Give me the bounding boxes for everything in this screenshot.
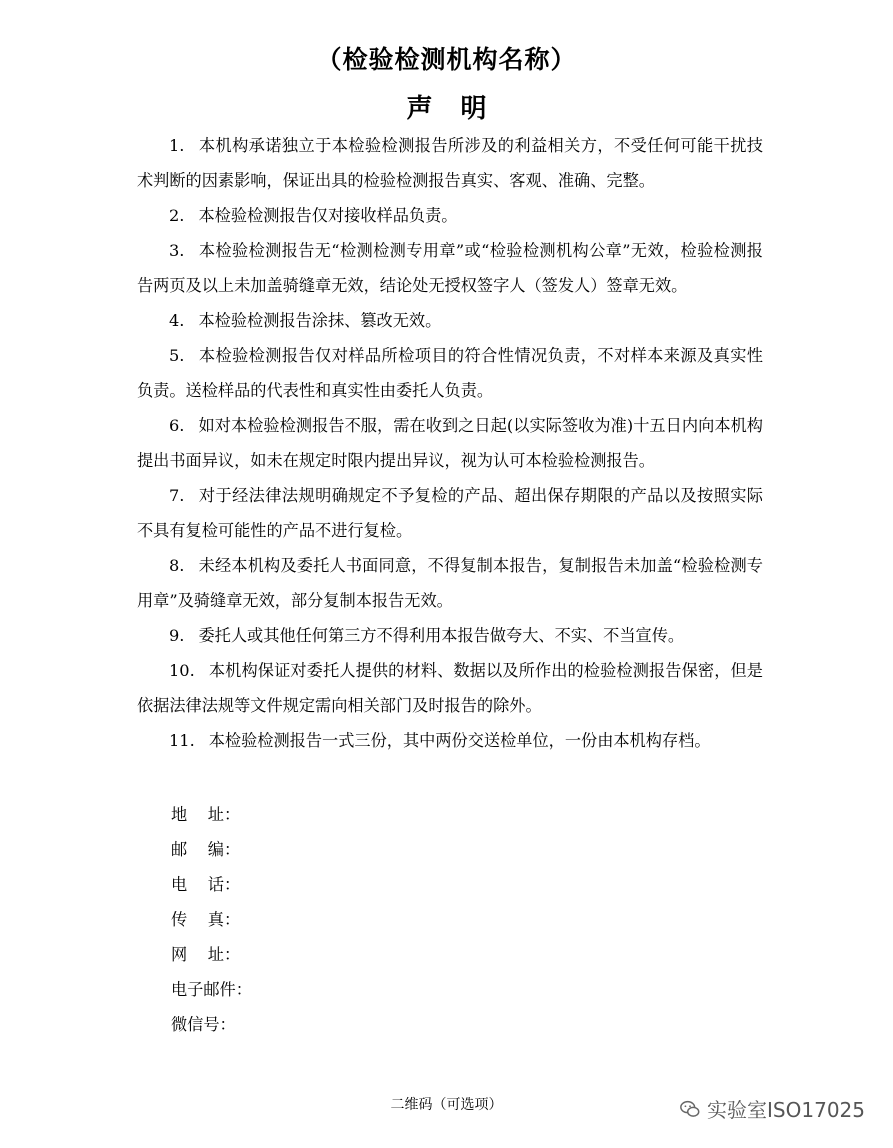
declaration-item <box>137 128 763 198</box>
item-text: 本机构保证对委托人提供的材料、数据以及所作出的检验检测报告保密，但是依据法律法规等文件规定需向相关部门及时报告的除外。 <box>137 661 763 715</box>
contact-info-list <box>171 797 252 1042</box>
contact-email-label: 电子邮件： <box>171 980 252 999</box>
contact-fax-label: 传 真： <box>171 910 241 929</box>
watermark <box>679 1094 865 1123</box>
item-number: 9. <box>169 626 185 645</box>
declaration-item <box>137 233 763 303</box>
declaration-list <box>137 128 763 758</box>
declaration-item <box>137 338 763 408</box>
contact-website-label: 网 址： <box>171 945 241 964</box>
declaration-item <box>137 198 763 233</box>
declaration-title: 声明 <box>406 94 515 124</box>
declaration-item <box>137 548 763 618</box>
contact-postcode-label: 邮 编： <box>171 840 241 859</box>
item-text: 本检验检测报告仅对样品所检项目的符合性情况负责，不对样本来源及真实性负责。送检样品的代表性和真实性由委托人负责。 <box>137 346 763 400</box>
item-number: 11. <box>169 731 195 750</box>
org-name-title: （检验检测机构名称） <box>316 45 577 74</box>
item-number: 4. <box>169 311 185 330</box>
item-text: 对于经法律法规明确规定不予复检的产品、超出保存期限的产品以及按照实际不具有复检可能性的产品不进行复检。 <box>137 486 763 540</box>
item-number: 1. <box>169 136 185 155</box>
item-number: 2. <box>169 206 185 225</box>
item-number: 7. <box>169 486 185 505</box>
item-text: 本检验检测报告无“检测检测专用章”或“检验检测机构公章”无效，检验检测报告两页及以上未加盖骑缝章无效，结论处无授权签字人（签发人）签章无效。 <box>137 241 763 295</box>
item-text: 未经本机构及委托人书面同意，不得复制本报告，复制报告未加盖“检验检测专用章”及骑缝章无效，部分复制本报告无效。 <box>137 556 763 610</box>
declaration-item <box>137 723 763 758</box>
item-text: 本检验检测报告涂抹、篡改无效。 <box>198 311 442 330</box>
declaration-item <box>137 408 763 478</box>
qr-code-label: 二维码（可选项） <box>390 1097 503 1113</box>
item-number: 6. <box>169 416 185 435</box>
item-text: 委托人或其他任何第三方不得利用本报告做夸大、不实、不当宣传。 <box>198 626 685 645</box>
watermark-text: 实验室ISO17025 <box>707 1098 865 1122</box>
declaration-item <box>137 478 763 548</box>
wechat-icon <box>679 1098 701 1120</box>
contact-phone-label: 电 话： <box>171 875 241 894</box>
item-number: 5. <box>169 346 185 365</box>
contact-address-label: 地 址： <box>171 805 241 824</box>
item-number: 10. <box>169 661 195 680</box>
item-number: 3. <box>169 241 185 260</box>
item-number: 8. <box>169 556 185 575</box>
item-text: 本机构承诺独立于本检验检测报告所涉及的利益相关方，不受任何可能干扰技术判断的因素影响，保证出具的检验检测报告真实、客观、准确、完整。 <box>137 136 763 190</box>
item-text: 本检验检测报告仅对接收样品负责。 <box>198 206 458 225</box>
item-text: 如对本检验检测报告不服，需在收到之日起(以实际签收为准)十五日内向本机构提出书面异议，如未在规定时限内提出异议，视为认可本检验检测报告。 <box>137 416 763 470</box>
declaration-item <box>137 618 763 653</box>
contact-wechat-label: 微信号： <box>171 1015 236 1034</box>
item-text: 本检验检测报告一式三份，其中两份交送检单位，一份由本机构存档。 <box>208 731 711 750</box>
declaration-item <box>137 653 763 723</box>
declaration-item <box>137 303 763 338</box>
